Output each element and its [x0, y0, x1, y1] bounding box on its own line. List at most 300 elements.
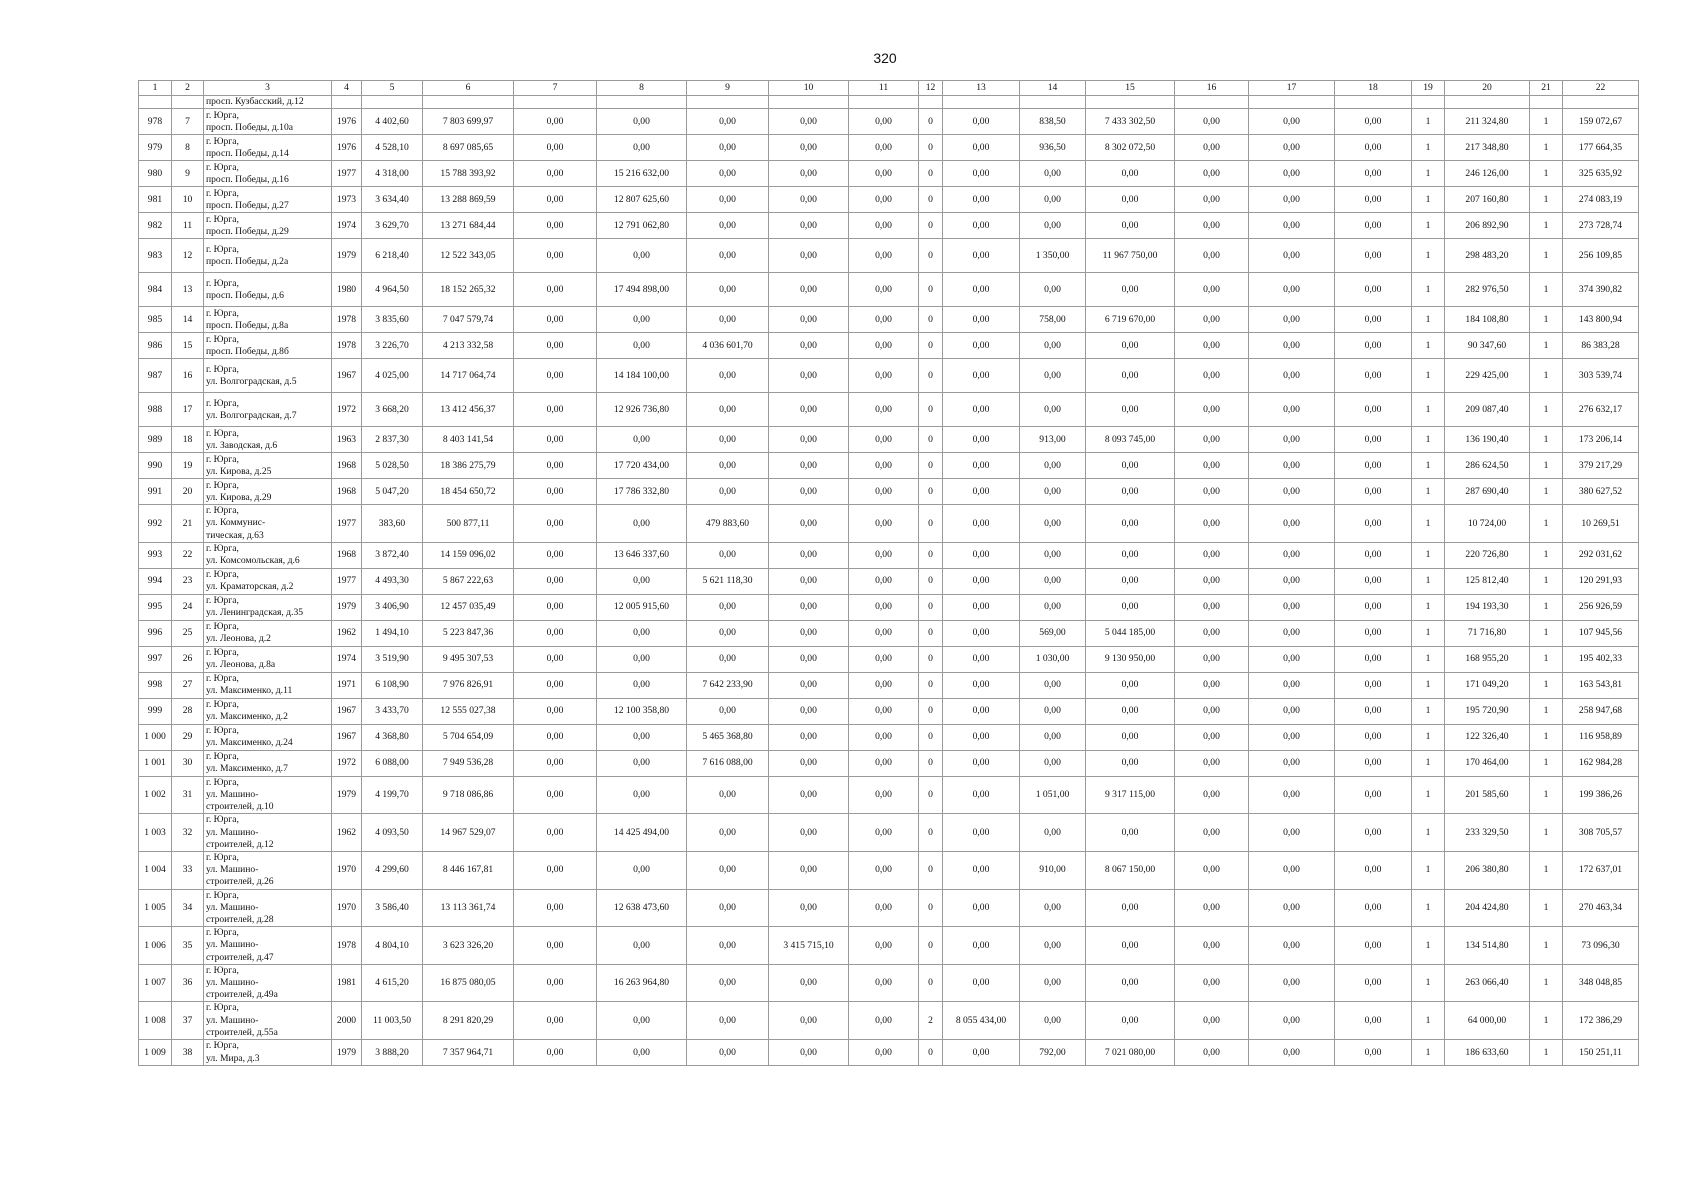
table-cell: 1: [1530, 359, 1563, 393]
table-cell: 1: [1412, 333, 1445, 359]
table-cell: 1: [1412, 889, 1445, 927]
table-cell: 1 051,00: [1020, 776, 1086, 814]
table-cell: 9 495 307,53: [423, 646, 514, 672]
table-cell: 569,00: [1020, 620, 1086, 646]
table-cell: [687, 96, 769, 109]
address-cell: г. Юрга, просп. Победы, д.29: [204, 213, 332, 239]
table-cell: 989: [139, 427, 172, 453]
table-cell: 0,00: [943, 187, 1020, 213]
table-cell: 282 976,50: [1445, 273, 1530, 307]
table-cell: 7 357 964,71: [423, 1040, 514, 1066]
table-cell: 0,00: [1335, 161, 1412, 187]
table-cell: 5 223 847,36: [423, 620, 514, 646]
table-cell: 0,00: [1086, 698, 1175, 724]
table-cell: 996: [139, 620, 172, 646]
table-cell: 0,00: [514, 594, 597, 620]
table-cell: 1979: [332, 1040, 362, 1066]
table-cell: 1967: [332, 724, 362, 750]
table-cell: [423, 96, 514, 109]
table-cell: 0,00: [849, 814, 919, 852]
table-cell: 1 002: [139, 776, 172, 814]
table-cell: 0,00: [1020, 161, 1086, 187]
table-cell: 0,00: [597, 109, 687, 135]
table-cell: 4 402,60: [362, 109, 423, 135]
table-cell: 12 807 625,60: [597, 187, 687, 213]
table-cell: 286 624,50: [1445, 453, 1530, 479]
column-header: 1: [139, 81, 172, 96]
column-header: 12: [919, 81, 943, 96]
address-cell: г. Юрга, ул. Волгоградская, д.5: [204, 359, 332, 393]
table-cell: 116 958,89: [1563, 724, 1639, 750]
table-cell: 992: [139, 505, 172, 543]
table-cell: 0,00: [514, 814, 597, 852]
table-cell: 184 108,80: [1445, 307, 1530, 333]
table-cell: 1: [1412, 505, 1445, 543]
table-cell: 73 096,30: [1563, 927, 1639, 965]
table-cell: 0,00: [849, 161, 919, 187]
table-cell: [1445, 96, 1530, 109]
table-cell: 0,00: [1335, 187, 1412, 213]
table-cell: 380 627,52: [1563, 479, 1639, 505]
table-cell: 14 159 096,02: [423, 542, 514, 568]
table-cell: 0,00: [1175, 1040, 1249, 1066]
table-cell: 0,00: [943, 568, 1020, 594]
table-cell: 18: [172, 427, 204, 453]
table-cell: 0,00: [514, 393, 597, 427]
table-cell: 13 288 869,59: [423, 187, 514, 213]
table-cell: 0,00: [1175, 814, 1249, 852]
table-cell: 0,00: [849, 698, 919, 724]
table-cell: 0,00: [943, 333, 1020, 359]
table-cell: 1: [1530, 964, 1563, 1002]
table-cell: 1977: [332, 568, 362, 594]
table-cell: 26: [172, 646, 204, 672]
table-cell: 0,00: [1175, 307, 1249, 333]
table-row: [139, 1040, 1639, 1066]
table-cell: 0,00: [1175, 135, 1249, 161]
table-cell: 0,00: [1249, 161, 1335, 187]
table-cell: 0,00: [1086, 505, 1175, 543]
table-cell: 16 263 964,80: [597, 964, 687, 1002]
table-cell: 0,00: [1020, 594, 1086, 620]
table-cell: 1: [1530, 161, 1563, 187]
table-cell: 5 867 222,63: [423, 568, 514, 594]
table-cell: 12 926 736,80: [597, 393, 687, 427]
address-cell: г. Юрга, ул. Машино- строителей, д.10: [204, 776, 332, 814]
table-cell: 0,00: [1175, 1002, 1249, 1040]
table-cell: 0,00: [849, 187, 919, 213]
table-cell: 1: [1412, 213, 1445, 239]
table-cell: 0,00: [769, 620, 849, 646]
table-cell: 0,00: [514, 776, 597, 814]
table-cell: 0,00: [849, 542, 919, 568]
table-cell: [1412, 96, 1445, 109]
table-row: [139, 393, 1639, 427]
table-cell: 0,00: [849, 213, 919, 239]
table-cell: 0,00: [1086, 964, 1175, 1002]
table-cell: 0,00: [943, 109, 1020, 135]
table-cell: 1: [1412, 359, 1445, 393]
table-cell: 1967: [332, 698, 362, 724]
table-cell: 984: [139, 273, 172, 307]
table-cell: 0,00: [769, 333, 849, 359]
table-cell: 985: [139, 307, 172, 333]
table-cell: 0: [919, 161, 943, 187]
table-cell: 0,00: [1086, 542, 1175, 568]
table-cell: 0,00: [687, 1040, 769, 1066]
table-cell: 0,00: [769, 542, 849, 568]
table-cell: 0,00: [597, 1002, 687, 1040]
table-cell: 0,00: [1249, 333, 1335, 359]
table-cell: 1: [1530, 213, 1563, 239]
table-row: [139, 814, 1639, 852]
table-cell: 0,00: [1175, 568, 1249, 594]
table-cell: 12 457 035,49: [423, 594, 514, 620]
table-cell: 0,00: [1335, 814, 1412, 852]
table-cell: 0,00: [687, 889, 769, 927]
table-cell: 0,00: [943, 135, 1020, 161]
table-row: [139, 750, 1639, 776]
table-cell: 1977: [332, 505, 362, 543]
table-cell: 0,00: [943, 672, 1020, 698]
address-cell: г. Юрга, ул. Ленинградская, д.35: [204, 594, 332, 620]
table-cell: 14 967 529,07: [423, 814, 514, 852]
table-cell: 0,00: [849, 927, 919, 965]
table-cell: 1974: [332, 646, 362, 672]
table-row: [139, 724, 1639, 750]
table-cell: 0,00: [849, 359, 919, 393]
table-cell: 0,00: [687, 109, 769, 135]
table-cell: 199 386,26: [1563, 776, 1639, 814]
table-cell: 206 380,80: [1445, 852, 1530, 890]
table-cell: 0,00: [1020, 672, 1086, 698]
table-cell: 3 872,40: [362, 542, 423, 568]
table-cell: 163 543,81: [1563, 672, 1639, 698]
table-cell: 1: [1530, 505, 1563, 543]
table-cell: 150 251,11: [1563, 1040, 1639, 1066]
table-cell: 0,00: [1175, 453, 1249, 479]
table-cell: 0,00: [1249, 750, 1335, 776]
table-cell: 0,00: [769, 568, 849, 594]
table-row: [139, 427, 1639, 453]
table-cell: 479 883,60: [687, 505, 769, 543]
table-cell: 1: [1530, 1002, 1563, 1040]
table-cell: 0,00: [1020, 453, 1086, 479]
table-cell: 16: [172, 359, 204, 393]
table-cell: 1962: [332, 814, 362, 852]
address-cell: г. Юрга, ул. Машино- строителей, д.55а: [204, 1002, 332, 1040]
table-cell: 0,00: [597, 505, 687, 543]
table-cell: 0,00: [1175, 852, 1249, 890]
table-cell: 1 000: [139, 724, 172, 750]
table-cell: 1: [1530, 750, 1563, 776]
table-cell: 17: [172, 393, 204, 427]
table-cell: 0,00: [1249, 672, 1335, 698]
table-cell: 0,00: [943, 594, 1020, 620]
table-cell: 25: [172, 620, 204, 646]
address-cell: г. Юрга, ул. Заводская, д.6: [204, 427, 332, 453]
table-row: [139, 620, 1639, 646]
table-cell: 0,00: [1020, 964, 1086, 1002]
table-row: [139, 505, 1639, 543]
table-cell: 0,00: [687, 187, 769, 213]
table-cell: 1: [1530, 620, 1563, 646]
table-cell: 21: [172, 505, 204, 543]
table-cell: 1968: [332, 479, 362, 505]
table-cell: 4 964,50: [362, 273, 423, 307]
table-cell: 0,00: [1175, 927, 1249, 965]
table-cell: 3 519,90: [362, 646, 423, 672]
table-row: [139, 852, 1639, 890]
table-cell: 172 386,29: [1563, 1002, 1639, 1040]
table-cell: 7: [172, 109, 204, 135]
table-cell: 276 632,17: [1563, 393, 1639, 427]
table-cell: 1 006: [139, 927, 172, 965]
table-cell: 0,00: [943, 273, 1020, 307]
table-cell: 7 976 826,91: [423, 672, 514, 698]
table-cell: 1: [1412, 927, 1445, 965]
table-cell: 0: [919, 505, 943, 543]
table-cell: 0,00: [1335, 1002, 1412, 1040]
table-cell: 1978: [332, 333, 362, 359]
table-cell: 8 302 072,50: [1086, 135, 1175, 161]
table-row: [139, 96, 1639, 109]
table-cell: 0: [919, 542, 943, 568]
table-cell: 994: [139, 568, 172, 594]
table-body: [139, 96, 1639, 1066]
table-cell: 38: [172, 1040, 204, 1066]
table-cell: 1: [1530, 542, 1563, 568]
table-cell: 11 967 750,00: [1086, 239, 1175, 273]
table-cell: 273 728,74: [1563, 213, 1639, 239]
column-header: 16: [1175, 81, 1249, 96]
housing-register-table: [138, 80, 1639, 1066]
table-cell: 3 226,70: [362, 333, 423, 359]
table-cell: 13 646 337,60: [597, 542, 687, 568]
table-cell: 1: [1412, 187, 1445, 213]
address-cell: г. Юрга, ул. Максименко, д.24: [204, 724, 332, 750]
table-cell: 22: [172, 542, 204, 568]
address-cell: г. Юрга, ул. Машино- строителей, д.49а: [204, 964, 332, 1002]
column-header: 7: [514, 81, 597, 96]
table-cell: 0,00: [1020, 927, 1086, 965]
table-cell: 1: [1412, 393, 1445, 427]
table-cell: 34: [172, 889, 204, 927]
table-cell: 1981: [332, 964, 362, 1002]
table-cell: 18 152 265,32: [423, 273, 514, 307]
table-cell: 0,00: [1175, 109, 1249, 135]
table-cell: 1978: [332, 307, 362, 333]
table-cell: 287 690,40: [1445, 479, 1530, 505]
table-cell: 0: [919, 393, 943, 427]
table-cell: 1: [1412, 542, 1445, 568]
table-cell: [769, 96, 849, 109]
table-cell: 0,00: [943, 479, 1020, 505]
table-cell: 348 048,85: [1563, 964, 1639, 1002]
table-cell: 1: [1412, 307, 1445, 333]
table-cell: 0,00: [1175, 750, 1249, 776]
table-cell: 122 326,40: [1445, 724, 1530, 750]
table-cell: 168 955,20: [1445, 646, 1530, 672]
table-cell: 0,00: [1020, 889, 1086, 927]
table-cell: 0,00: [1086, 359, 1175, 393]
table-cell: 0,00: [1335, 239, 1412, 273]
table-cell: 0,00: [1175, 213, 1249, 239]
table-cell: 1: [1412, 109, 1445, 135]
table-cell: 1: [1530, 724, 1563, 750]
table-cell: 0,00: [943, 393, 1020, 427]
table-cell: 0,00: [1175, 646, 1249, 672]
table-cell: 0,00: [1086, 672, 1175, 698]
table-cell: 15 216 632,00: [597, 161, 687, 187]
table-cell: 10 724,00: [1445, 505, 1530, 543]
table-cell: 274 083,19: [1563, 187, 1639, 213]
table-cell: 0: [919, 568, 943, 594]
table-cell: 172 637,01: [1563, 852, 1639, 890]
table-cell: 0,00: [769, 698, 849, 724]
table-cell: 910,00: [1020, 852, 1086, 890]
table-cell: 0,00: [1335, 568, 1412, 594]
address-cell: г. Юрга, ул. Максименко, д.11: [204, 672, 332, 698]
table-cell: 12 555 027,38: [423, 698, 514, 724]
table-cell: 1: [1412, 1040, 1445, 1066]
table-cell: 1: [1530, 889, 1563, 927]
table-cell: 0,00: [769, 393, 849, 427]
table-cell: 1: [1530, 698, 1563, 724]
table-cell: 0,00: [597, 239, 687, 273]
table-cell: 0,00: [943, 964, 1020, 1002]
table-cell: 15: [172, 333, 204, 359]
table-cell: 1: [1412, 646, 1445, 672]
table-cell: 136 190,40: [1445, 427, 1530, 453]
table-cell: 220 726,80: [1445, 542, 1530, 568]
table-cell: 233 329,50: [1445, 814, 1530, 852]
table-cell: 0,00: [1249, 453, 1335, 479]
table-cell: 0,00: [943, 814, 1020, 852]
table-cell: 0,00: [1249, 187, 1335, 213]
table-cell: 12 522 343,05: [423, 239, 514, 273]
table-cell: 0,00: [769, 1040, 849, 1066]
table-cell: 1: [1412, 594, 1445, 620]
address-cell: г. Юрга, ул. Максименко, д.2: [204, 698, 332, 724]
table-cell: 0,00: [1175, 187, 1249, 213]
table-cell: 0,00: [1020, 479, 1086, 505]
table-cell: 0,00: [1249, 542, 1335, 568]
table-cell: 0: [919, 814, 943, 852]
table-row: [139, 542, 1639, 568]
table-cell: 0,00: [1249, 213, 1335, 239]
table-cell: 0,00: [769, 776, 849, 814]
table-cell: 4 036 601,70: [687, 333, 769, 359]
table-cell: 8 291 820,29: [423, 1002, 514, 1040]
table-cell: 14: [172, 307, 204, 333]
page-number: 320: [873, 50, 897, 66]
table-cell: 0,00: [1335, 852, 1412, 890]
table-cell: 982: [139, 213, 172, 239]
table-cell: 0,00: [514, 187, 597, 213]
table-row: [139, 135, 1639, 161]
table-row: [139, 776, 1639, 814]
table-cell: [1175, 96, 1249, 109]
table-cell: 1968: [332, 542, 362, 568]
table-cell: 0,00: [687, 927, 769, 965]
table-cell: 23: [172, 568, 204, 594]
table-cell: 0: [919, 698, 943, 724]
column-header: 11: [849, 81, 919, 96]
address-cell: г. Юрга, ул. Машино- строителей, д.26: [204, 852, 332, 890]
table-cell: 12 100 358,80: [597, 698, 687, 724]
table-cell: 0,00: [597, 135, 687, 161]
table-cell: 0,00: [687, 814, 769, 852]
address-cell: г. Юрга, просп. Победы, д.10а: [204, 109, 332, 135]
table-cell: 8 403 141,54: [423, 427, 514, 453]
table-cell: 0,00: [687, 542, 769, 568]
table-cell: 7 642 233,90: [687, 672, 769, 698]
table-cell: 0,00: [769, 1002, 849, 1040]
table-cell: 11: [172, 213, 204, 239]
table-cell: 5 465 368,80: [687, 724, 769, 750]
table-cell: 0,00: [597, 672, 687, 698]
table-cell: 0,00: [1175, 672, 1249, 698]
table-cell: 0: [919, 109, 943, 135]
table-cell: 1968: [332, 453, 362, 479]
table-cell: 1979: [332, 776, 362, 814]
table-cell: 3 406,90: [362, 594, 423, 620]
column-header: 14: [1020, 81, 1086, 96]
table-cell: 0,00: [514, 750, 597, 776]
table-cell: 1962: [332, 620, 362, 646]
table-cell: 0,00: [687, 239, 769, 273]
table-cell: 0,00: [687, 1002, 769, 1040]
table-cell: 0,00: [849, 568, 919, 594]
table-cell: 0,00: [597, 646, 687, 672]
table-cell: 256 109,85: [1563, 239, 1639, 273]
table-cell: 1: [1530, 135, 1563, 161]
table-cell: 4 615,20: [362, 964, 423, 1002]
table-cell: 171 049,20: [1445, 672, 1530, 698]
table-cell: 0,00: [514, 453, 597, 479]
table-cell: 229 425,00: [1445, 359, 1530, 393]
column-number-header-row: [139, 81, 1639, 96]
table-cell: 0,00: [1249, 1040, 1335, 1066]
table-cell: 0,00: [1335, 333, 1412, 359]
table-cell: 7 047 579,74: [423, 307, 514, 333]
table-cell: [1530, 96, 1563, 109]
table-cell: 0,00: [1335, 505, 1412, 543]
address-cell: г. Юрга, ул. Машино- строителей, д.28: [204, 889, 332, 927]
table-row: [139, 889, 1639, 927]
table-cell: 997: [139, 646, 172, 672]
table-cell: 0,00: [1335, 479, 1412, 505]
table-cell: 0,00: [769, 187, 849, 213]
table-cell: 0,00: [1086, 273, 1175, 307]
table-cell: 7 616 088,00: [687, 750, 769, 776]
table-cell: 0,00: [514, 927, 597, 965]
table-cell: 11 003,50: [362, 1002, 423, 1040]
table-cell: 3 433,70: [362, 698, 423, 724]
table-cell: 0,00: [687, 620, 769, 646]
table-cell: 0,00: [1335, 135, 1412, 161]
table-cell: 0,00: [1086, 724, 1175, 750]
table-cell: 1: [1530, 852, 1563, 890]
table-cell: 0,00: [769, 814, 849, 852]
table-cell: 0,00: [597, 852, 687, 890]
table-row: [139, 927, 1639, 965]
table-cell: 13 113 361,74: [423, 889, 514, 927]
table-cell: 90 347,60: [1445, 333, 1530, 359]
table-cell: 10 269,51: [1563, 505, 1639, 543]
column-header: 17: [1249, 81, 1335, 96]
